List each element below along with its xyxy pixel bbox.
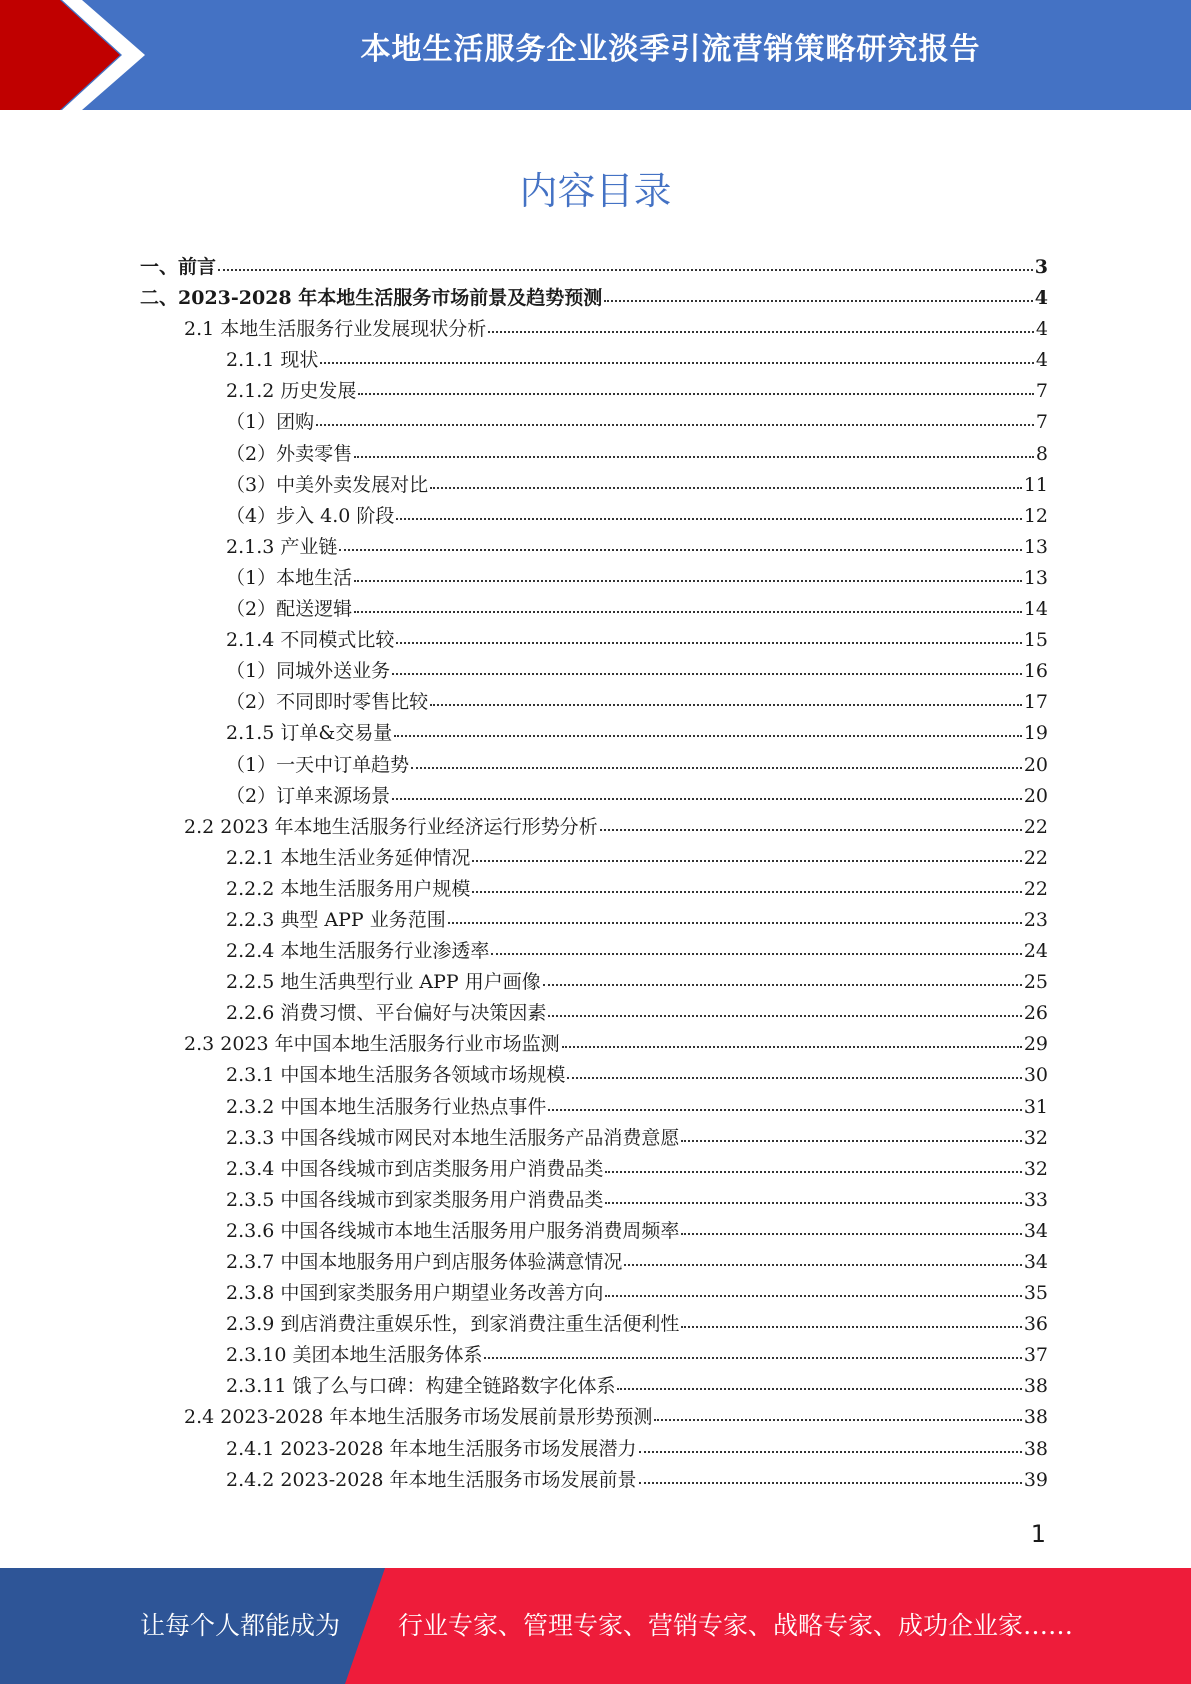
toc-entry-title: （1）一天中订单趋势: [226, 753, 410, 776]
toc-entry-title: （2）配送逻辑: [226, 598, 353, 621]
toc-entry[interactable]: [140, 470, 1048, 501]
dot-leader: [218, 252, 1033, 271]
toc-entry-page: 39: [1023, 1468, 1048, 1491]
toc-entry-title: 2.1.1 现状: [226, 349, 319, 372]
toc-entry-page: 19: [1023, 722, 1048, 745]
toc-entry[interactable]: [140, 283, 1048, 314]
toc-entry-page: 24: [1023, 940, 1048, 963]
toc-entry-page: 22: [1023, 846, 1048, 869]
toc-entry-title: 2.1.4 不同模式比较: [226, 629, 395, 652]
toc-entry-title: （4）步入 4.0 阶段: [226, 504, 395, 527]
dot-leader: [624, 1247, 1021, 1266]
dot-leader: [488, 314, 1034, 333]
toc-entry-title: 2.1.2 历史发展: [226, 380, 357, 403]
toc-entry-page: 8: [1035, 442, 1048, 465]
dot-leader: [605, 1185, 1021, 1204]
toc-entry[interactable]: [140, 1092, 1048, 1123]
toc-entry-title: 2.1.3 产业链: [226, 535, 338, 558]
toc-entry-page: 12: [1023, 504, 1048, 527]
dot-leader: [567, 1060, 1021, 1079]
toc-entry-page: 33: [1023, 1188, 1048, 1211]
toc-entry-title: 2.2.3 典型 APP 业务范围: [226, 908, 446, 931]
toc-entry[interactable]: [140, 594, 1048, 625]
toc-entry-title: （2）不同即时零售比较: [226, 691, 429, 714]
toc-entry[interactable]: [140, 314, 1048, 345]
dot-leader: [639, 1433, 1022, 1452]
toc-entry-title: （2）外卖零售: [226, 442, 353, 465]
dot-leader: [562, 1029, 1022, 1048]
dot-leader: [617, 1371, 1021, 1390]
toc-entry-title: 2.4.2 2023-2028 年本地生活服务市场发展前景: [226, 1468, 637, 1491]
toc-entry[interactable]: [140, 1465, 1048, 1496]
toc-entry-page: 32: [1023, 1126, 1048, 1149]
dot-leader: [392, 656, 1022, 675]
toc-entry-title: （1）团购: [226, 411, 315, 434]
toc-entry[interactable]: [140, 1123, 1048, 1154]
dot-leader: [543, 967, 1022, 986]
toc-entry-page: 20: [1023, 784, 1048, 807]
toc-entry[interactable]: [140, 1371, 1048, 1402]
toc-entry[interactable]: [140, 1402, 1048, 1433]
toc-entry-page: 15: [1023, 629, 1048, 652]
dot-leader: [605, 1154, 1021, 1173]
toc-entry-title: 2.3.1 中国本地生活服务各领域市场规模: [226, 1064, 566, 1087]
toc-heading: 内容目录: [519, 169, 672, 213]
toc-entry[interactable]: [140, 252, 1048, 283]
toc-entry-title: 2.3.10 美团本地生活服务体系: [226, 1344, 483, 1367]
toc-entry-title: 2.2.6 消费习惯、平台偏好与决策因素: [226, 1002, 547, 1025]
toc-entry-title: 2.4.1 2023-2028 年本地生活服务市场发展潜力: [226, 1437, 637, 1460]
toc-entry[interactable]: [140, 750, 1048, 781]
toc-entry-page: 31: [1023, 1095, 1048, 1118]
toc-entry-page: 4: [1035, 318, 1048, 341]
toc-entry-page: 7: [1035, 411, 1048, 434]
toc-entry[interactable]: [140, 1434, 1048, 1465]
dot-leader: [484, 1340, 1021, 1359]
footer-slogan-left: 让每个人都能成为: [140, 1611, 341, 1640]
toc-entry-title: 2.3.6 中国各线城市本地生活服务用户服务消费周频率: [226, 1219, 680, 1242]
dot-leader: [600, 812, 1022, 831]
toc-entry-page: 11: [1023, 473, 1048, 496]
toc-entry-title: 2.3.8 中国到家类服务用户期望业务改善方向: [226, 1282, 604, 1305]
toc-entry-page: 22: [1023, 877, 1048, 900]
footer-slogan-right: 行业专家、管理专家、营销专家、战略专家、成功企业家……: [398, 1611, 1074, 1640]
toc-entry-page: 35: [1023, 1282, 1048, 1305]
toc-entry[interactable]: [140, 1247, 1048, 1278]
dot-leader: [358, 376, 1034, 395]
dot-leader: [448, 905, 1022, 924]
toc-entry[interactable]: [140, 501, 1048, 532]
toc-entry-page: 16: [1023, 660, 1048, 683]
toc-entry-page: 32: [1023, 1157, 1048, 1180]
dot-leader: [548, 1091, 1021, 1110]
dot-leader: [396, 625, 1021, 644]
dot-leader: [472, 874, 1021, 893]
toc-entry-page: 3: [1034, 256, 1048, 278]
toc-entry-page: 37: [1023, 1344, 1048, 1367]
toc-entry[interactable]: [140, 905, 1048, 936]
toc-entry-title: 2.3.2 中国本地生活服务行业热点事件: [226, 1095, 547, 1118]
toc-entry-title: 2.2 2023 年本地生活服务行业经济运行形势分析: [184, 815, 598, 838]
toc-entry-page: 7: [1035, 380, 1048, 403]
dot-leader: [320, 345, 1034, 364]
toc-entry-title: 2.4 2023-2028 年本地生活服务市场发展前景形势预测: [184, 1406, 653, 1429]
dot-leader: [354, 563, 1022, 582]
dot-leader: [411, 749, 1022, 768]
toc-entry[interactable]: [140, 345, 1048, 376]
toc-entry[interactable]: [140, 781, 1048, 812]
toc-entry[interactable]: [140, 998, 1048, 1029]
toc-entry-title: 2.3.7 中国本地服务用户到店服务体验满意情况: [226, 1251, 623, 1273]
toc-entry-page: 26: [1023, 1002, 1048, 1025]
toc-entry-page: 34: [1023, 1251, 1048, 1273]
toc-entry-page: 25: [1023, 971, 1048, 994]
page-number: 1: [1030, 1520, 1046, 1548]
dot-leader: [639, 1465, 1022, 1484]
toc-entry-page: 38: [1023, 1375, 1048, 1398]
toc-entry[interactable]: [140, 812, 1048, 843]
dot-leader: [354, 438, 1034, 457]
toc-entry-page: 30: [1023, 1064, 1048, 1087]
toc-entry-title: 2.2.1 本地生活业务延伸情况: [226, 846, 471, 869]
toc-entry-page: 29: [1023, 1033, 1048, 1056]
toc-entry-page: 38: [1023, 1437, 1048, 1460]
dot-leader: [430, 470, 1022, 489]
dot-leader: [491, 936, 1021, 955]
dot-leader: [339, 532, 1021, 551]
toc-entry-page: 34: [1023, 1219, 1048, 1242]
toc-entry-title: 2.2.4 本地生活服务行业渗透率: [226, 940, 490, 963]
toc-entry-title: 2.3 2023 年中国本地生活服务行业市场监测: [184, 1033, 560, 1056]
dot-leader: [472, 843, 1021, 862]
toc-entry-title: （3）中美外卖发展对比: [226, 473, 429, 496]
toc-entry[interactable]: [140, 843, 1048, 874]
toc-entry-page: 22: [1023, 815, 1048, 838]
toc-entry[interactable]: [140, 625, 1048, 656]
toc-entry-title: 2.3.5 中国各线城市到家类服务用户消费品类: [226, 1188, 604, 1211]
toc-entry[interactable]: [140, 439, 1048, 470]
toc-entry[interactable]: [140, 1154, 1048, 1185]
toc-entry-title: 2.3.9 到店消费注重娱乐性，到家消费注重生活便利性: [226, 1313, 680, 1336]
toc-entry[interactable]: [140, 1216, 1048, 1247]
dot-leader: [654, 1402, 1021, 1421]
dot-leader: [681, 1216, 1021, 1235]
header-banner: [0, 0, 1191, 110]
toc-entry-title: 2.3.4 中国各线城市到店类服务用户消费品类: [226, 1157, 604, 1180]
toc-entry[interactable]: [140, 1185, 1048, 1216]
dot-leader: [604, 283, 1033, 302]
dot-leader: [354, 594, 1022, 613]
dot-leader: [430, 687, 1022, 706]
toc-entry-page: 17: [1023, 691, 1048, 714]
toc-entry-page: 23: [1023, 908, 1048, 931]
toc-entry[interactable]: [140, 1340, 1048, 1371]
dot-leader: [394, 718, 1022, 737]
dot-leader: [316, 407, 1034, 426]
toc-entry[interactable]: [140, 874, 1048, 905]
dot-leader: [392, 781, 1022, 800]
toc-entry-title: 2.1 本地生活服务行业发展现状分析: [184, 318, 487, 341]
toc-entry-page: 38: [1023, 1406, 1048, 1429]
toc-entry-page: 4: [1035, 349, 1048, 372]
toc-entry-title: 2.3.11 饿了么与口碑：构建全链路数字化体系: [226, 1375, 616, 1398]
toc-entry-title: （2）订单来源场景: [226, 784, 391, 807]
dot-leader: [681, 1123, 1021, 1142]
toc-entry-page: 36: [1023, 1313, 1048, 1336]
dot-leader: [548, 998, 1021, 1017]
toc-entry-page: 14: [1023, 598, 1048, 621]
dot-leader: [681, 1309, 1021, 1328]
table-of-contents: [140, 252, 1048, 1496]
toc-entry-page: 13: [1023, 535, 1048, 558]
toc-entry-page: 4: [1034, 287, 1048, 310]
toc-entry-title: 二、2023-2028 年本地生活服务市场前景及趋势预测: [140, 287, 603, 310]
toc-entry[interactable]: [140, 718, 1048, 749]
footer-banner: [0, 1568, 1191, 1684]
toc-entry[interactable]: [140, 1029, 1048, 1060]
toc-entry-title: 2.1.5 订单&交易量: [226, 722, 393, 745]
toc-entry-page: 13: [1023, 566, 1048, 589]
toc-entry-title: 一、前言: [140, 256, 217, 278]
toc-entry[interactable]: [140, 1278, 1048, 1309]
toc-entry-title: （1）同城外送业务: [226, 660, 391, 683]
toc-entry[interactable]: [140, 407, 1048, 438]
toc-entry-page: 20: [1023, 753, 1048, 776]
dot-leader: [396, 501, 1021, 520]
report-title: 本地生活服务企业淡季引流营销策略研究报告: [360, 32, 981, 67]
toc-entry[interactable]: [140, 563, 1048, 594]
toc-entry-title: 2.3.3 中国各线城市网民对本地生活服务产品消费意愿: [226, 1126, 680, 1149]
toc-entry-title: 2.2.5 地生活典型行业 APP 用户画像: [226, 971, 541, 994]
toc-entry-title: 2.2.2 本地生活服务用户规模: [226, 877, 471, 900]
toc-entry[interactable]: [140, 967, 1048, 998]
toc-entry[interactable]: [140, 1060, 1048, 1091]
toc-entry[interactable]: [140, 532, 1048, 563]
toc-entry[interactable]: [140, 656, 1048, 687]
toc-entry-title: （1）本地生活: [226, 566, 353, 589]
toc-entry[interactable]: [140, 936, 1048, 967]
toc-entry[interactable]: [140, 376, 1048, 407]
toc-entry[interactable]: [140, 1309, 1048, 1340]
dot-leader: [605, 1278, 1021, 1297]
toc-entry[interactable]: [140, 687, 1048, 718]
